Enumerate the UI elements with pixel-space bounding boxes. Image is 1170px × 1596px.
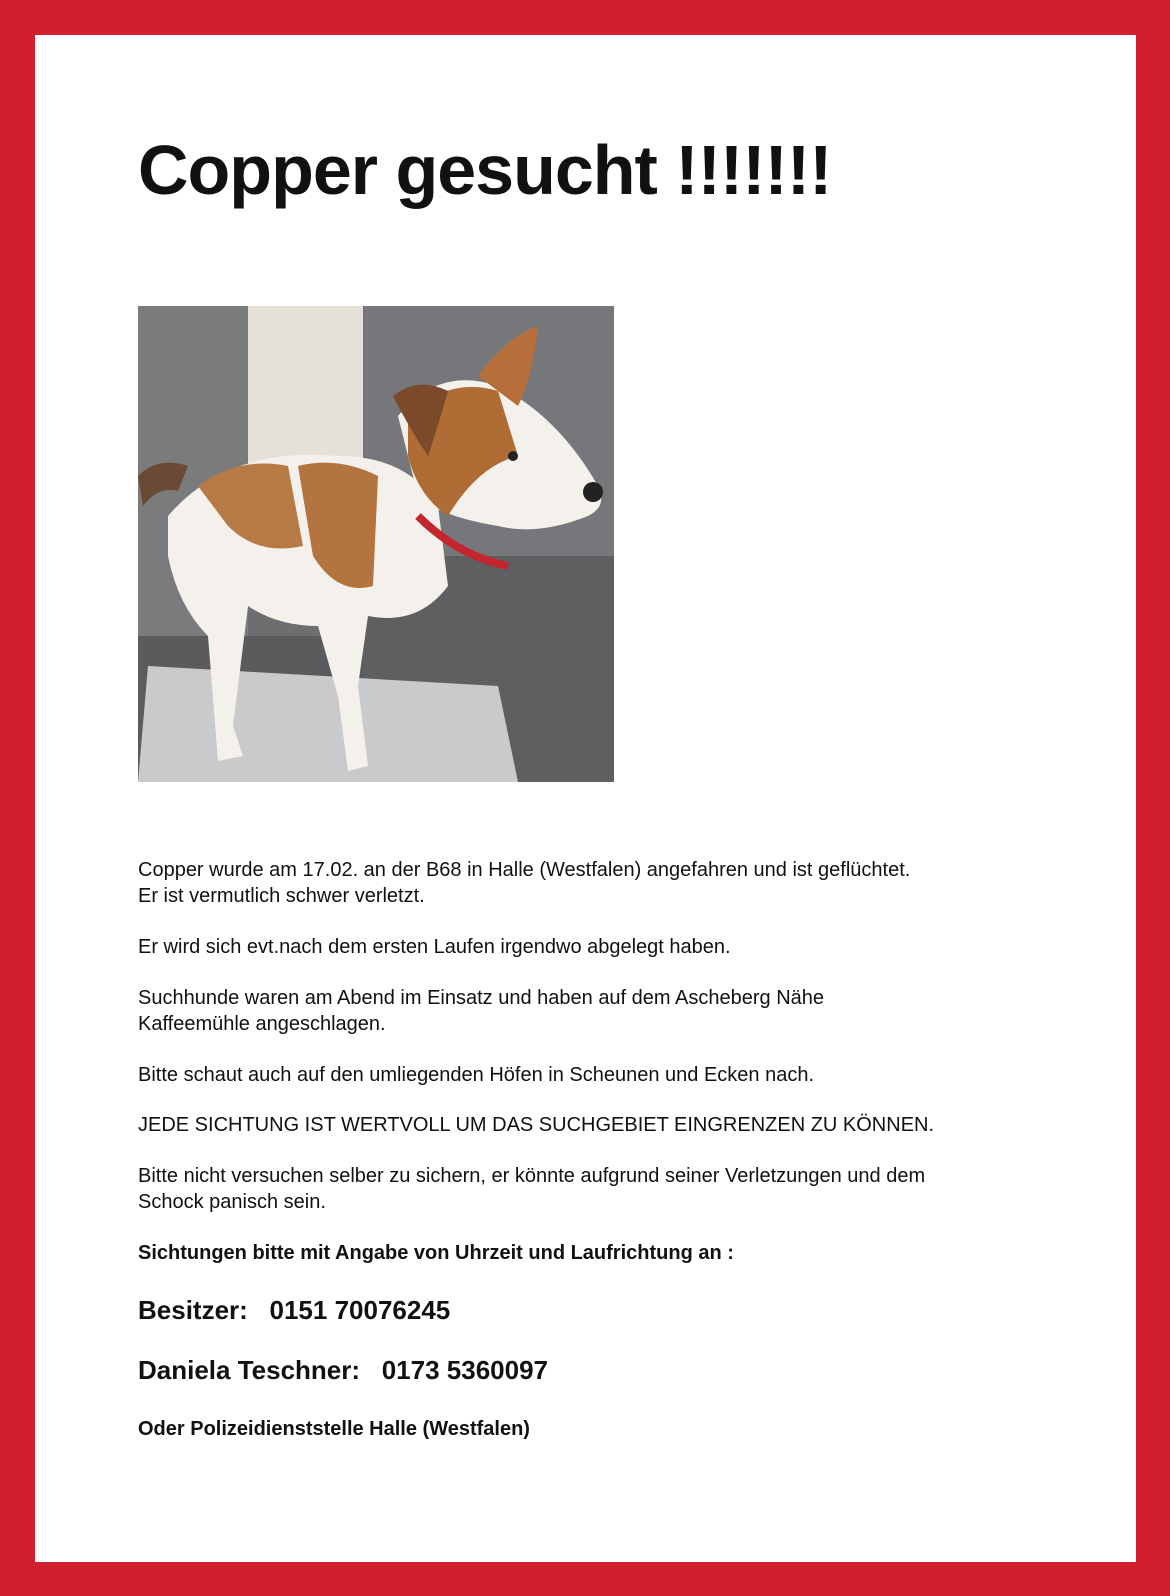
poster-sheet <box>35 35 1136 1562</box>
paragraph-farms: Bitte schaut auch auf den umliegenden Höfen in Scheunen und Ecken nach. <box>138 1064 815 1086</box>
paragraph-sighting-valuable: JEDE SICHTUNG IST WERTVOLL UM DAS SUCHGEBIET EINGRENZEN ZU KÖNNEN. <box>138 1114 935 1136</box>
contact-daniela: Daniela Teschner: 0173 5360097 <box>138 1355 549 1385</box>
dog-photo <box>138 306 614 782</box>
poster-title: Copper gesucht !!!!!!! <box>138 131 832 209</box>
paragraph-search-dogs: Suchhunde waren am Abend im Einsatz und haben auf dem Ascheberg Nähe Kaffeemühle angeschlagen. <box>138 987 825 1035</box>
paragraph-incident: Copper wurde am 17.02. an der B68 in Halle (Westfalen) angefahren und ist geflüchtet. Er ist vermutlich schwer verletzt. <box>138 859 911 907</box>
owner-phone[interactable]: 0151 70076245 <box>269 1295 451 1325</box>
paragraph-warning: Bitte nicht versuchen selber zu sichern, er könnte aufgrund seiner Verletzungen und dem Schock panisch sein. <box>138 1165 926 1213</box>
police-contact: Oder Polizeidienststelle Halle (Westfalen) <box>138 1418 530 1440</box>
contact-owner: Besitzer: 0151 70076245 <box>138 1295 451 1325</box>
paragraph-resting: Er wird sich evt.nach dem ersten Laufen irgendwo abgelegt haben. <box>138 936 731 958</box>
dog-photo-illustration <box>138 306 614 782</box>
sighting-instruction: Sichtungen bitte mit Angabe von Uhrzeit und Laufrichtung an : <box>138 1242 734 1264</box>
daniela-phone[interactable]: 0173 5360097 <box>381 1355 549 1385</box>
